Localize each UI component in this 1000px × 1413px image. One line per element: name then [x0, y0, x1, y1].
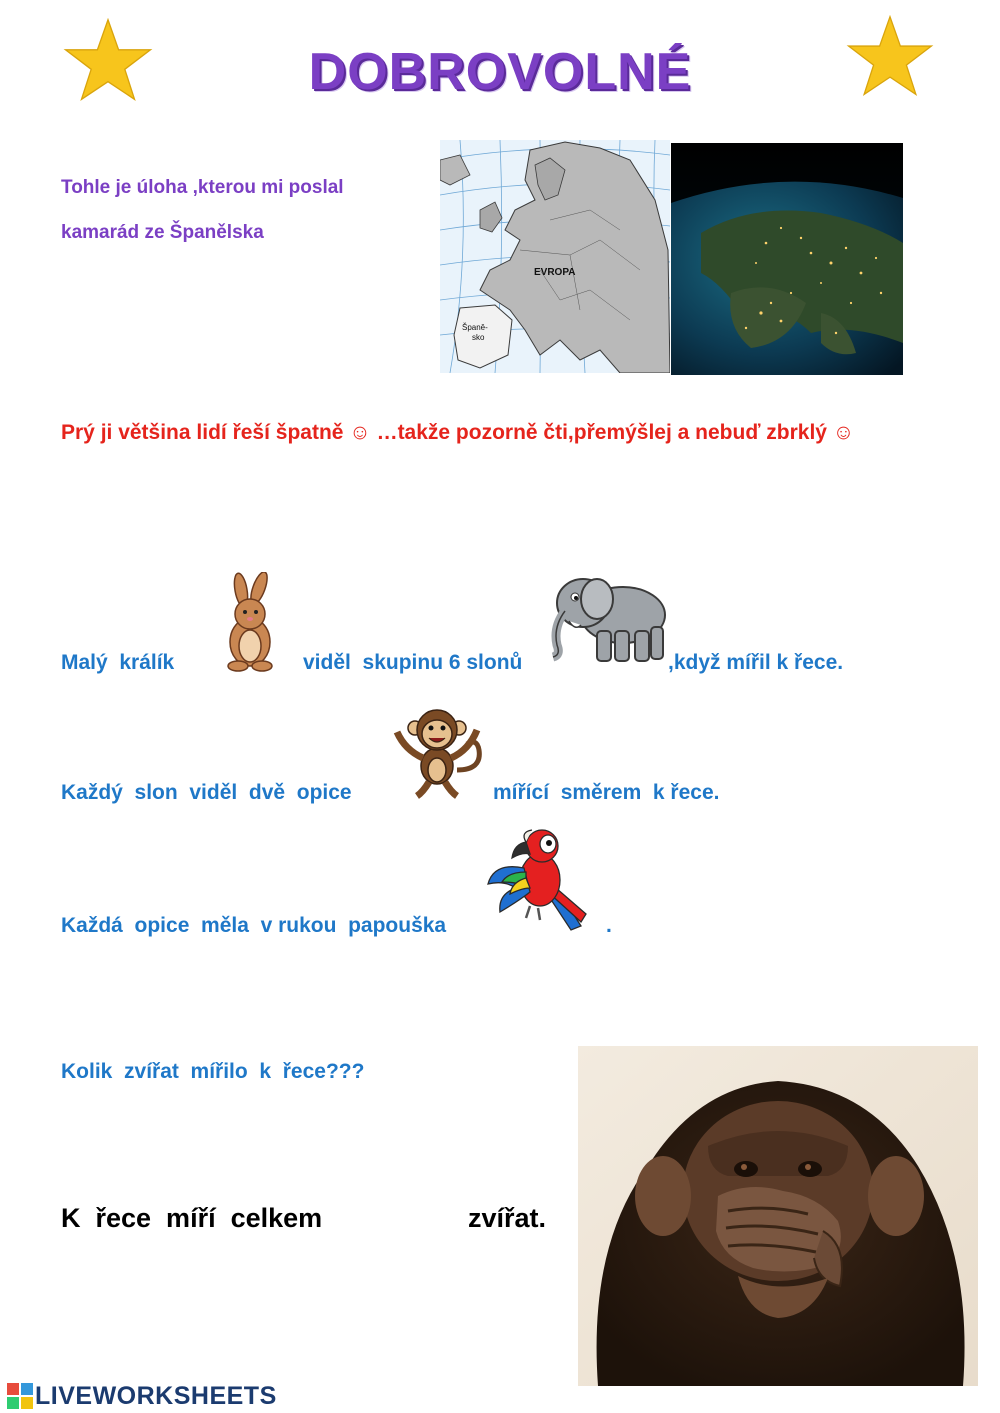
- footer-brand: LIVEWORKSHEETS: [35, 1382, 277, 1410]
- story-line-2-part-1: Každý slon viděl dvě opice: [61, 781, 352, 804]
- answer-input[interactable]: [345, 1203, 457, 1237]
- earth-night-image: [671, 143, 903, 375]
- rabbit-icon: [205, 572, 300, 672]
- story-line-2-part-2: mířící směrem k řece.: [493, 781, 720, 804]
- map-label-europe: EVROPA: [534, 267, 576, 278]
- chimpanzee-image: [578, 1046, 978, 1386]
- elephant-icon: [545, 565, 670, 670]
- story-line-1-part-3: ,když mířil k řece.: [668, 651, 844, 674]
- monkey-icon: [387, 700, 487, 800]
- question-text: Kolik zvířat mířilo k řece???: [61, 1060, 365, 1083]
- answer-suffix: zvířat.: [468, 1203, 547, 1233]
- answer-prefix: K řece míří celkem: [61, 1203, 323, 1233]
- page-title: DOBROVOLNÉ: [308, 43, 692, 101]
- story-line-1-part-2: viděl skupinu 6 slonů: [303, 651, 523, 674]
- liveworksheets-logo-icon: [7, 1383, 33, 1409]
- parrot-icon: [486, 822, 606, 937]
- warning-text: Prý ji většina lidí řeší špatně ☺ …takže pozorně čti,přemýšlej a nebuď zbrklý ☺: [61, 421, 855, 444]
- story-line-3-part-2: .: [606, 914, 612, 937]
- map-label-spain-2: sko: [472, 333, 485, 342]
- intro-line-1: Tohle je úloha ,kterou mi poslal: [61, 177, 344, 198]
- story-line-3-part-1: Každá opice měla v rukou papouška: [61, 914, 447, 937]
- map-label-spain-1: Španě-: [462, 323, 488, 332]
- europe-map-image: [440, 140, 670, 373]
- story-line-1-part-1: Malý králík: [61, 651, 175, 674]
- intro-line-2: kamarád ze Španělska: [61, 222, 264, 243]
